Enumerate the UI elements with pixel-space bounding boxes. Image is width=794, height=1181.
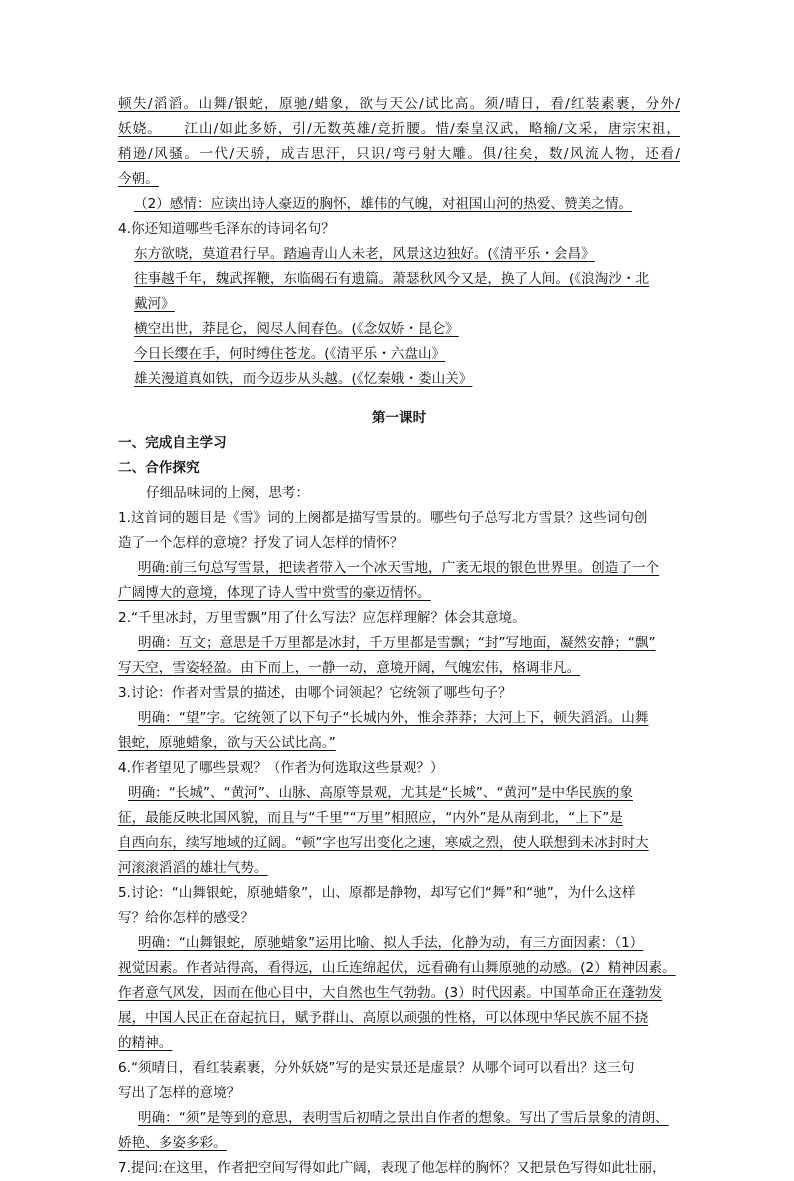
question-text: 3.讨论：作者对雪景的描述，由哪个词领起？它统领了哪些句子？ (118, 685, 512, 701)
question-3 (118, 681, 680, 756)
answer-text: 明确：“山舞银蛇，原驰蜡象”运用比喻、拟人手法，化静为动，有三方面因素：（1） (138, 935, 644, 951)
question-text: 4.作者望见了哪些景观？（作者为何选取这些景观？） (118, 760, 444, 776)
answer-text: 明确：“望”字。它统领了以下句子“长城内外，惟余莽莽；大河上下，顿失滔滔。山舞 (138, 710, 649, 726)
document-page (118, 92, 680, 1181)
question-2 (118, 606, 680, 681)
poem-line: 戴河》 (134, 296, 175, 312)
question-text: 6.“须晴日，看红装素裹，分外妖娆”写的是实景还是虚景？从哪个词可以看出？这三句 (118, 1060, 635, 1076)
reading-line: 稍逊/风骚。一代/天骄，成吉思汗，只识/弯弓射大雕。俱/往矣，数/风流人物，还看/ (118, 146, 680, 162)
question-6 (118, 1056, 680, 1156)
question-text: 写？给你怎样的感受？ (118, 910, 254, 926)
question-5 (118, 881, 680, 1056)
answer-text: 的精神。 (118, 1035, 173, 1051)
answer-text: 写天空，雪姿轻盈。由下而上，一静一动，意境开阔，气魄宏伟，格调非凡。 (118, 660, 581, 676)
answer-text: 银蛇，原驰蜡象，欲与天公试比高。” (118, 735, 336, 751)
question-text: 造了一个怎样的意境？抒发了词人怎样的情怀？ (118, 535, 404, 551)
answer-text: 明确:前三句总写雪景，把读者带入一个冰天雪地，广袤无垠的银色世界里。创造了一个 (138, 560, 660, 576)
answer-text: 广阔博大的意境，体现了诗人雪中赏雪的豪迈情怀。 (118, 585, 431, 601)
poem-line: 今日长缨在手，何时缚住苍龙。(《清平乐・六盘山》 (134, 346, 446, 362)
answer-text: 明确：互文；意思是千万里都是冰封，千万里都是雪飘；“封”写地面，凝然安静；“飘” (138, 635, 656, 651)
intro-text: 仔细品味词的上阕，思考： (146, 485, 310, 501)
emotion-note: （2）感情：应读出诗人豪迈的胸怀，雄伟的气魄，对祖国山河的热爱、赞美之情。 (134, 196, 633, 212)
answer-text: 作者意气风发，因而在他心目中，大自然也生气勃勃。(3）时代因素。中国革命正在蓬勃发 (118, 985, 663, 1001)
answer-text: 自西向东，续写地域的辽阔。“顿”字也写出变化之速，寒威之烈，使人联想到未冰封时大 (118, 835, 649, 851)
answer-text: 展，中国人民正在奋起抗日，赋予群山、高原以顽强的性格，可以体现中华民族不屈不挠 (118, 1010, 649, 1026)
answer-text: 视觉因素。作者站得高，看得远，山丘连绵起伏，远看确有山舞原驰的动感。(2）精神因素。 (118, 960, 676, 976)
answer-text: 明确：“长城”、“黄河”、山脉、高原等景观，尤其是“长城”、“黄河”是中华民族的象 (128, 785, 633, 801)
answer-text: 明确：“须”是等到的意思，表明雪后初晴之景出自作者的想象。写出了雪后景象的清朗、 (138, 1110, 669, 1126)
question-text: 写出了怎样的意境？ (118, 1085, 241, 1101)
question-7 (118, 1156, 680, 1181)
q4-famous-lines (118, 217, 680, 392)
reading-line: 顿失/滔滔。山舞/银蛇，原驰/蜡象，欲与天公/试比高。须/晴日，看/红装素裹，分外/ (118, 96, 680, 112)
question-text: 7.提问:在这里，作者把空间写得如此广阔，表现了他怎样的胸怀？又把景色写得如此壮丽， (118, 1160, 666, 1176)
reading-line: 妖娆。 江山/如此多娇，引/无数英雄/竞折腰。惜/秦皇汉武，略输/文采，唐宗宋祖， (118, 121, 680, 137)
section-heading: 一、完成自主学习 (118, 435, 227, 451)
question-4 (118, 756, 680, 881)
answer-text: 娇艳、多姿多彩。 (118, 1135, 227, 1151)
lesson-title: 第一课时 (371, 410, 427, 426)
question-text: 1.这首词的题目是《雪》词的上阕都是描写雪景的。哪些句子总写北方雪景？这些词句创 (118, 510, 648, 526)
section-heading: 二、合作探究 (118, 460, 200, 476)
question-text: 2.“千里冰封，万里雪飘”用了什么写法？应怎样理解？体会其意境。 (118, 610, 526, 626)
question-text: 5.讨论：“山舞银蛇，原驰蜡象”，山、原都是静物，却写它们“舞”和“驰”，为什么这样 (118, 885, 636, 901)
poem-line: 东方欲晓，莫道君行早。踏遍青山人未老，风景这边独好。(《清平乐・会昌》 (134, 246, 595, 262)
poem-line: 往事越千年，魏武挥鞭，东临碣石有遗篇。萧瑟秋风今又是，换了人间。(《浪淘沙・北 (134, 271, 650, 287)
poem-line: 横空出世，莽昆仑，阅尽人间春色。(《念奴娇・昆仑》 (134, 321, 459, 337)
poem-line: 雄关漫道真如铁，而今迈步从头越。(《忆秦娥・娄山关》 (134, 371, 473, 387)
answer-text: 河滚滚滔滔的雄壮气势。 (118, 860, 268, 876)
question-1 (118, 506, 680, 606)
question-text: 4.你还知道哪些毛泽东的诗词名句？ (118, 221, 335, 237)
reading-line: 今朝。 (118, 171, 159, 187)
answer-text: 征，最能反映北国风貌，而且与“千里”“万里”相照应，“内外”是从南到北，“上下”是 (118, 810, 623, 826)
reading-block (118, 92, 680, 217)
